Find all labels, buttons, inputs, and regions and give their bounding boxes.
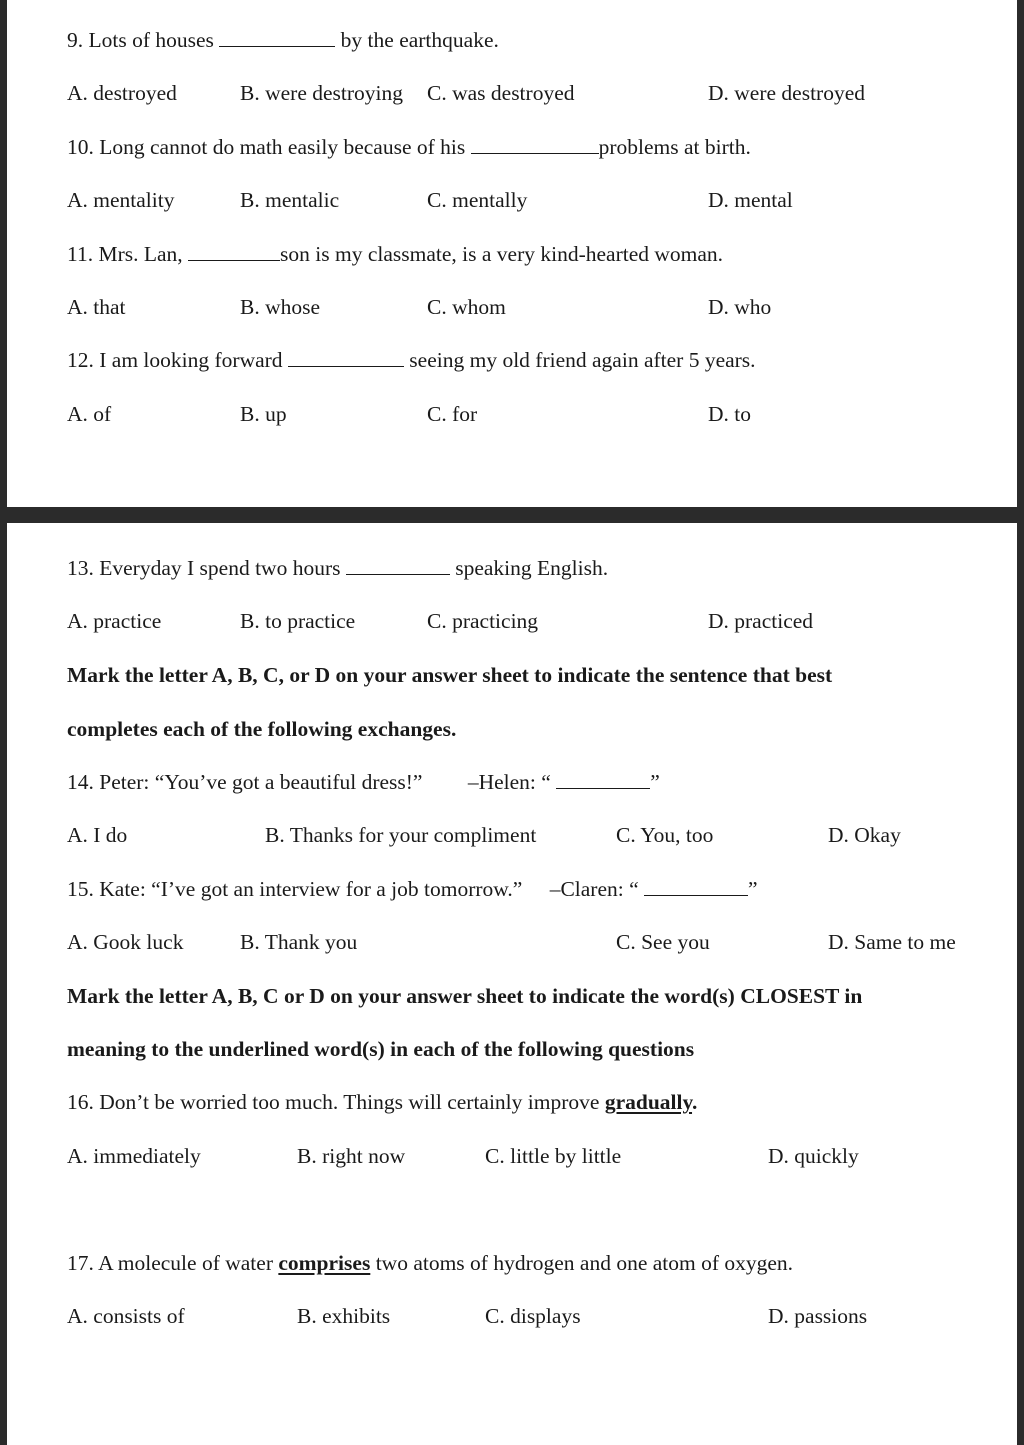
- question-15: 15. Kate: “I’ve got an interview for a job tomorrow.” –Claren: “ ”: [67, 877, 758, 901]
- q11-option-a: A. that: [67, 295, 126, 319]
- question-12: 12. I am looking forward seeing my old friend again after 5 years.: [67, 348, 756, 372]
- q14-option-d: D. Okay: [828, 823, 901, 847]
- answer-blank: [346, 556, 450, 575]
- q9-option-b: B. were destroying: [240, 81, 404, 105]
- instruction-exchanges-line-1: Mark the letter A, B, C, or D on your answer sheet to indicate the sentence that best: [67, 663, 833, 687]
- answer-blank: [188, 242, 280, 261]
- underlined-word: comprises: [278, 1251, 371, 1275]
- q17-option-c: C. displays: [485, 1304, 581, 1328]
- q13-option-c: C. practicing: [427, 609, 539, 633]
- q10-option-a: A. mentality: [67, 188, 175, 212]
- question-14: 14. Peter: “You’ve got a beautiful dress!” –Helen: “ ”: [67, 770, 660, 794]
- answer-blank: [471, 135, 599, 154]
- q15-option-b: B. Thank you: [240, 930, 358, 954]
- q11-option-c: C. whom: [427, 295, 506, 319]
- q11-option-d: D. who: [708, 295, 772, 319]
- q15-option-c: C. See you: [616, 930, 710, 954]
- q14-option-b: B. Thanks for your compliment: [265, 823, 537, 847]
- instruction-closest-line-2: meaning to the underlined word(s) in each of the following questions: [67, 1037, 695, 1061]
- question-11: 11. Mrs. Lan, son is my classmate, is a very kind-hearted woman.: [67, 242, 724, 266]
- q11-option-b: B. whose: [240, 295, 321, 319]
- question-17: 17. A molecule of water comprises two atoms of hydrogen and one atom of oxygen.: [67, 1251, 794, 1275]
- q12-option-d: D. to: [708, 402, 751, 426]
- q13-option-a: A. practice: [67, 609, 162, 633]
- worksheet-page-2: [7, 523, 1017, 1445]
- question-10: 10. Long cannot do math easily because of his problems at birth.: [67, 135, 751, 159]
- q12-option-c: C. for: [427, 402, 478, 426]
- q9-option-d: D. were destroyed: [708, 81, 866, 105]
- answer-blank: [644, 877, 748, 896]
- question-16: 16. Don’t be worried too much. Things will certainly improve gradually.: [67, 1090, 698, 1114]
- instruction-exchanges-line-2: completes each of the following exchanges.: [67, 717, 457, 741]
- q17-option-a: A. consists of: [67, 1304, 185, 1328]
- q16-option-b: B. right now: [297, 1144, 406, 1168]
- q12-option-a: A. of: [67, 402, 112, 426]
- q10-option-d: D. mental: [708, 188, 793, 212]
- q14-option-a: A. I do: [67, 823, 128, 847]
- question-13: 13. Everyday I spend two hours speaking English.: [67, 556, 609, 580]
- q14-option-c: C. You, too: [616, 823, 714, 847]
- instruction-closest-line-1: Mark the letter A, B, C or D on your answer sheet to indicate the word(s) CLOSEST in: [67, 984, 863, 1008]
- q15-option-d: D. Same to me: [828, 930, 956, 954]
- q13-option-d: D. practiced: [708, 609, 814, 633]
- q16-option-d: D. quickly: [768, 1144, 859, 1168]
- q17-option-b: B. exhibits: [297, 1304, 391, 1328]
- answer-blank: [219, 28, 335, 47]
- q10-option-c: C. mentally: [427, 188, 528, 212]
- underlined-word: gradually: [604, 1090, 693, 1114]
- answer-blank: [556, 770, 650, 789]
- q13-option-b: B. to practice: [240, 609, 356, 633]
- q16-option-c: C. little by little: [485, 1144, 622, 1168]
- q12-option-b: B. up: [240, 402, 287, 426]
- answer-blank: [288, 348, 404, 367]
- q10-option-b: B. mentalic: [240, 188, 340, 212]
- q9-option-a: A. destroyed: [67, 81, 177, 105]
- q16-option-a: A. immediately: [67, 1144, 201, 1168]
- q9-option-c: C. was destroyed: [427, 81, 575, 105]
- q17-option-d: D. passions: [768, 1304, 868, 1328]
- q15-option-a: A. Gook luck: [67, 930, 184, 954]
- worksheet-page-1: [7, 0, 1017, 507]
- question-9: 9. Lots of houses by the earthquake.: [67, 28, 499, 52]
